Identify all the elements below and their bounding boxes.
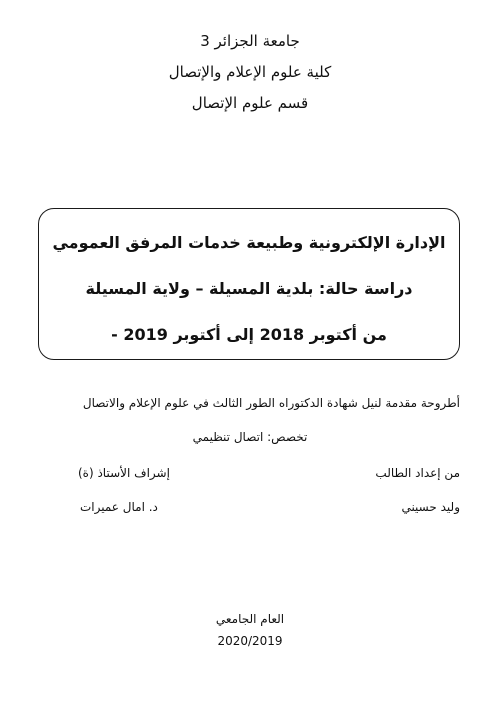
university-name: جامعة الجزائر 3 bbox=[200, 32, 300, 50]
department-name: قسم علوم الإتصال bbox=[191, 94, 309, 112]
supervisor-label: إشراف الأستاذ (ة) bbox=[78, 466, 170, 480]
title-box bbox=[38, 208, 460, 360]
supervisor-name: د. امال عميرات bbox=[80, 500, 158, 514]
thesis-title: الإدارة الإلكترونية وطبيعة خدمات المرفق العمومي bbox=[52, 233, 446, 252]
student-name: وليد حسيني bbox=[401, 500, 460, 514]
case-study-line: دراسة حالة: بلدية المسيلة – ولاية المسيلة bbox=[85, 279, 413, 298]
thesis-description: أطروحة مقدمة لنيل شهادة الدكتوراه الطور الثالث في علوم الإعلام والاتصال bbox=[82, 396, 460, 410]
study-period-line: من أكتوبر 2018 إلى أكتوبر 2019 - bbox=[111, 325, 387, 344]
faculty-name: كلية علوم الإعلام والإتصال bbox=[168, 63, 332, 81]
academic-year-value: 2020/2019 bbox=[217, 634, 283, 648]
student-label: من إعداد الطالب bbox=[375, 466, 460, 480]
specialization: تخصص: اتصال تنظيمي bbox=[192, 430, 308, 444]
academic-year-label: العام الجامعي bbox=[215, 612, 285, 626]
